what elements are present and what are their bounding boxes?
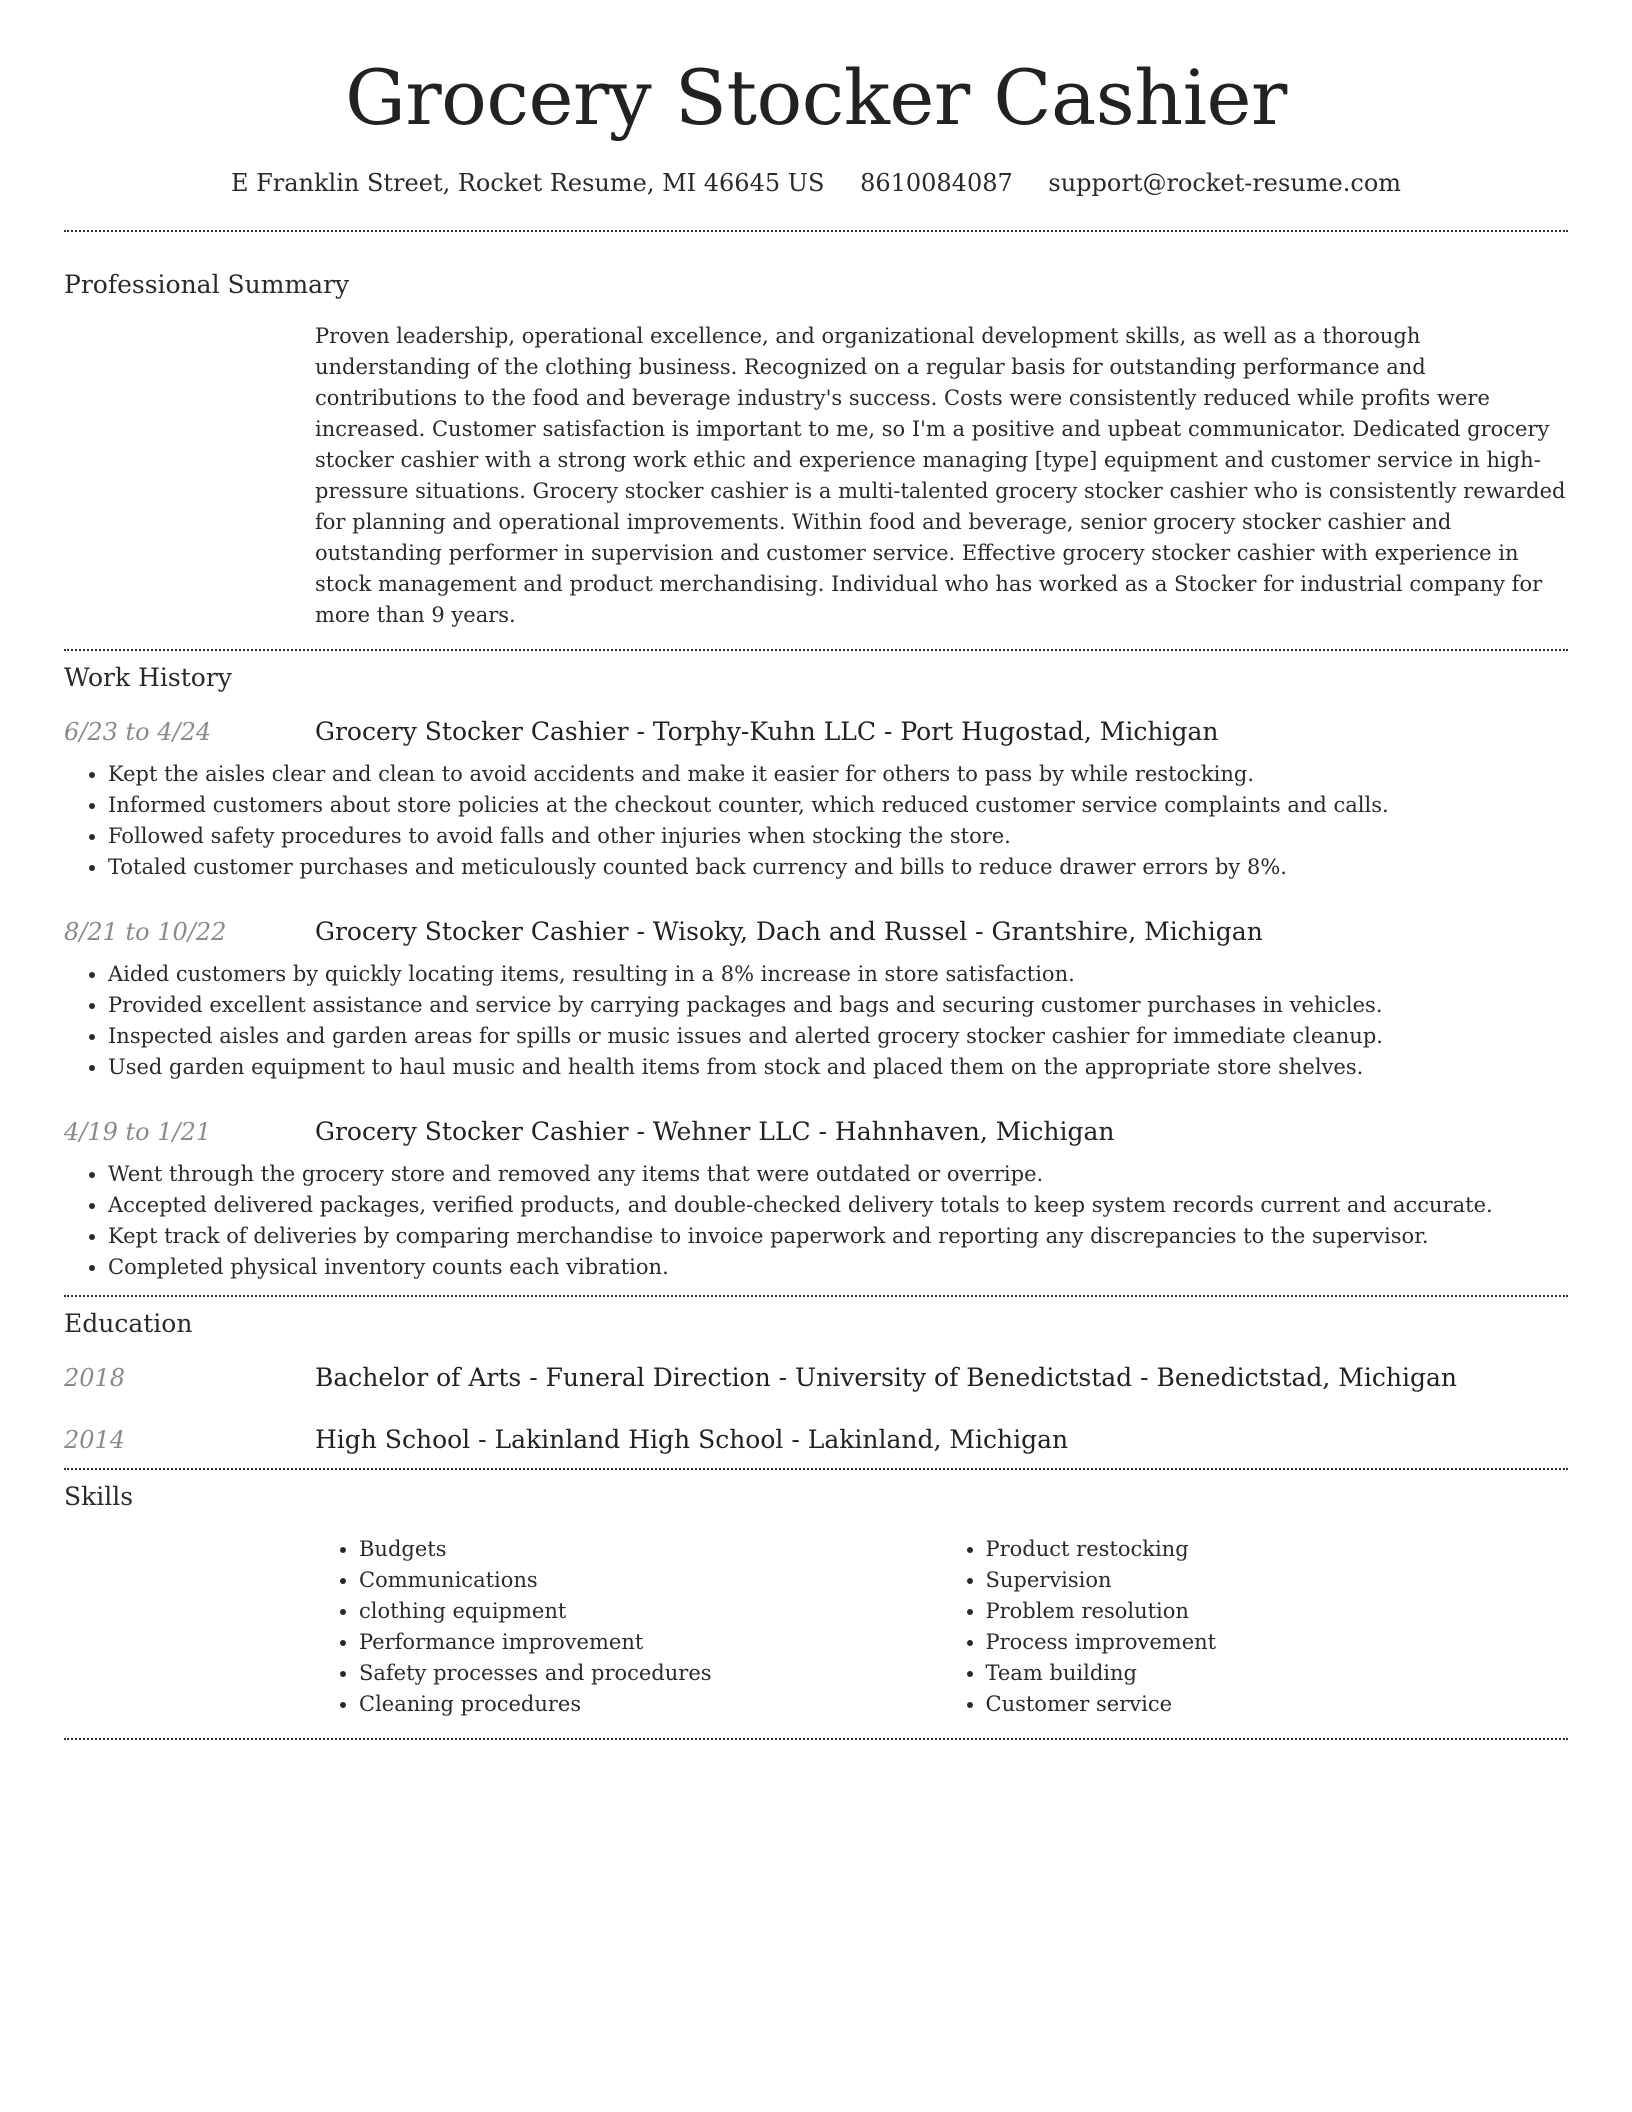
section-title-skills: Skills: [64, 1482, 134, 1511]
job-bullet: • Inspected aisles and garden areas for spills or music issues and alerted grocery stocker cashier for immediate cleanup.: [108, 1021, 1568, 1052]
education-heading: Bachelor of Arts - Funeral Direction - University of Benedictstad - Benedictstad, Michigan: [315, 1363, 1458, 1392]
contact-phone: 8610084087: [860, 169, 1013, 197]
divider: [64, 1295, 1568, 1297]
candidate-name: Grocery Stocker Cashier: [345, 53, 1287, 142]
job-bullet: • Aided customers by quickly locating items, resulting in a 8% increase in store satisfaction.: [108, 959, 1568, 990]
skills-column-right: [942, 1534, 1569, 1720]
job-dates: 6/23 to 4/24: [64, 718, 212, 746]
job-dates: 4/19 to 1/21: [64, 1118, 212, 1146]
job-bullet: • Used garden equipment to haul music and health items from stock and placed them on the appropriate store shelves.: [108, 1052, 1568, 1083]
section-title-work-history: Work History: [64, 663, 232, 692]
job-entry: [64, 717, 1568, 746]
education-year: 2014: [64, 1426, 126, 1454]
section-title-education: Education: [64, 1309, 193, 1338]
job-bullet: • Totaled customer purchases and meticulously counted back currency and bills to reduce drawer errors by 8%.: [108, 852, 1568, 883]
skill-item: • Customer service: [986, 1689, 1569, 1720]
job-heading: Grocery Stocker Cashier - Wisoky, Dach and Russel - Grantshire, Michigan: [315, 917, 1263, 946]
skill-item: • Cleaning procedures: [359, 1689, 942, 1720]
job-bullet: • Kept the aisles clear and clean to avoid accidents and make it easier for others to pass by while restocking.: [108, 759, 1568, 790]
skill-item: • Communications: [359, 1565, 942, 1596]
job-bullet: • Informed customers about store policies at the checkout counter, which reduced customer service complaints and calls.: [108, 790, 1568, 821]
education-entry: [64, 1363, 1568, 1392]
section-title-summary: Professional Summary: [64, 270, 350, 299]
skills-column-left: [315, 1534, 942, 1720]
job-bullets: [64, 1159, 1568, 1283]
skill-item: • Product restocking: [986, 1534, 1569, 1565]
education-heading: High School - Lakinland High School - Lakinland, Michigan: [315, 1425, 1069, 1454]
job-bullet: • Kept track of deliveries by comparing merchandise to invoice paperwork and reporting any discrepancies to the supervisor.: [108, 1221, 1568, 1252]
divider: [64, 1468, 1568, 1470]
job-bullet: • Went through the grocery store and removed any items that were outdated or overripe.: [108, 1159, 1568, 1190]
job-heading: Grocery Stocker Cashier - Wehner LLC - Hahnhaven, Michigan: [315, 1117, 1115, 1146]
education-year: 2018: [64, 1364, 126, 1392]
job-heading: Grocery Stocker Cashier - Torphy-Kuhn LLC - Port Hugostad, Michigan: [315, 717, 1219, 746]
skill-item: • Performance improvement: [359, 1627, 942, 1658]
skill-item: • Problem resolution: [986, 1596, 1569, 1627]
job-bullets: [64, 959, 1568, 1083]
skill-item: • Safety processes and procedures: [359, 1658, 942, 1689]
skill-item: • Team building: [986, 1658, 1569, 1689]
divider: [64, 1738, 1568, 1740]
divider: [64, 649, 1568, 651]
job-dates: 8/21 to 10/22: [64, 918, 227, 946]
job-entry: [64, 1117, 1568, 1146]
skill-item: • Supervision: [986, 1565, 1569, 1596]
contact-address: E Franklin Street, Rocket Resume, MI 46645 US: [230, 169, 825, 197]
skill-item: • clothing equipment: [359, 1596, 942, 1627]
skills-list: [315, 1534, 1568, 1720]
skill-item: • Process improvement: [986, 1627, 1569, 1658]
education-entry: [64, 1425, 1568, 1454]
contact-line: [64, 166, 1568, 200]
summary-text: Proven leadership, operational excellence, and organizational development skills, as well as a thorough understanding of the clothing business. Recognized on a regular basis for outstanding performance and contributions to the food and beverage industry's success. Costs were consistently reduced while profits were increased. Customer satisfaction is important to me, so I'm a positive and upbeat communicator. Dedicated grocery stocker cashier with a strong work ethic and experience managing [type] equipment and customer service in high-pressure situations. Grocery stocker cashier is a multi-talented grocery stocker cashier who is consistently rewarded for planning and operational improvements. Within food and beverage, senior grocery stocker cashier and outstanding performer in supervision and customer service. Effective grocery stocker cashier with experience in stock management and product merchandising. Individual who has worked as a Stocker for industrial company for more than 9 years.: [315, 324, 1566, 627]
job-bullet: • Accepted delivered packages, verified products, and double-checked delivery totals to keep system records current and accurate.: [108, 1190, 1568, 1221]
job-bullet: • Followed safety procedures to avoid falls and other injuries when stocking the store.: [108, 821, 1568, 852]
contact-email: support@rocket-resume.com: [1048, 169, 1402, 197]
job-bullet: • Completed physical inventory counts each vibration.: [108, 1252, 1568, 1283]
resume-page: [64, 0, 1568, 1740]
job-bullets: [64, 759, 1568, 883]
divider: [64, 230, 1568, 232]
skill-item: • Budgets: [359, 1534, 942, 1565]
job-entry: [64, 917, 1568, 946]
job-bullet: • Provided excellent assistance and service by carrying packages and bags and securing customer purchases in vehicles.: [108, 990, 1568, 1021]
